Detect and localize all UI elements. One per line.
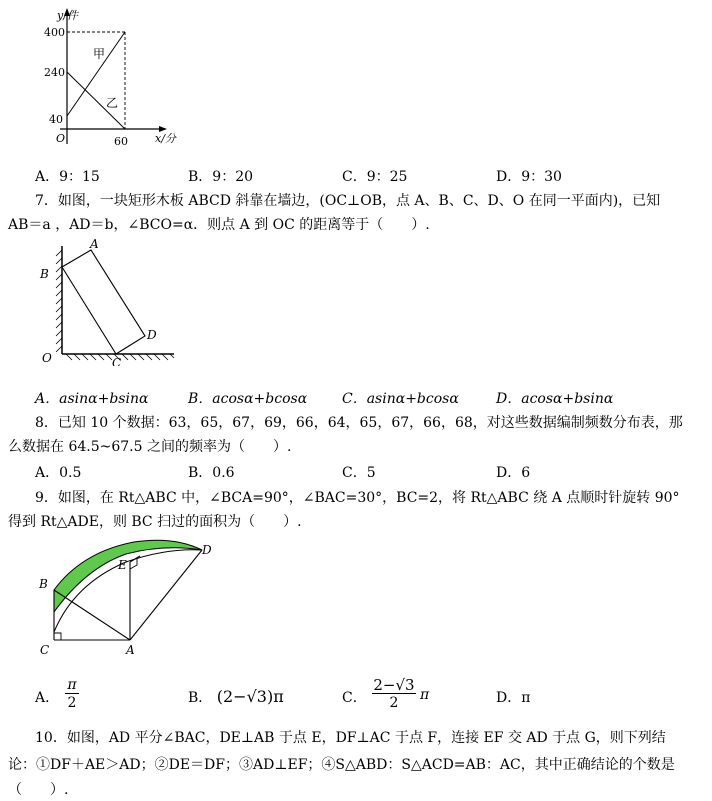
label-o: O — [42, 351, 52, 365]
x-axis-label: x/分 — [155, 132, 176, 145]
q8-option-b: B．0.6 — [188, 465, 235, 481]
q9-option-a-fraction — [65, 677, 79, 712]
q7-option-c: C．asinα+bcosα — [342, 391, 459, 407]
label-a: A — [126, 643, 135, 657]
yi-label: 乙 — [106, 96, 119, 110]
q8-question-line2: 么数据在 64.5~67.5 之间的频率为（ ）. — [8, 439, 292, 455]
q8-option-d: D．6 — [496, 465, 531, 481]
label-d: D — [147, 328, 157, 342]
q8-option-a: A．0.5 — [35, 465, 82, 481]
q9-option-d: D．π — [496, 690, 531, 706]
q9-option-b-expr: (2−√3)π — [216, 687, 284, 706]
q9-question-line2: 得到 Rt△ADE，则 BC 扫过的面积为（ ）. — [8, 514, 302, 530]
label-c: C — [112, 356, 122, 366]
q10-question-line3: （ ）. — [8, 782, 69, 798]
label-e: E — [118, 558, 127, 572]
q10-question-line1: 10．如图，AD 平分∠BAC，DE⊥AB 于点 E，DF⊥AC 于点 F，连接 EF 交 AD 于点 G，则下列结 — [35, 730, 666, 746]
q9-option-c-fraction — [372, 677, 416, 712]
q9-option-a-prefix: A． — [35, 690, 60, 706]
x-tick-60: 60 — [114, 135, 128, 148]
q6-option-c: C．9：25 — [342, 169, 408, 185]
label-b: B — [40, 267, 49, 281]
label-c: C — [40, 643, 50, 657]
q7-option-b: B．acosα+bcosα — [188, 391, 308, 407]
q6-option-a: A．9：15 — [35, 169, 100, 185]
jia-label: 甲 — [93, 47, 106, 61]
q7-question-line1: 7．如图，一块矩形木板 ABCD 斜靠在墙边，(OC⊥OB，点 A、B、C、D、O 在同一平面内)，已知 — [35, 193, 661, 209]
q7-question-line2: AB＝a ，AD＝b，∠BCO=α．则点 A 到 OC 的距离等于（ ）. — [8, 217, 430, 233]
q9-option-c-prefix: C． — [342, 690, 367, 706]
q8-option-c: C．5 — [342, 465, 376, 481]
q9-figure — [34, 532, 224, 662]
y-tick-40: 40 — [49, 113, 63, 126]
board-abcd — [62, 250, 145, 354]
q8-question-line1: 8．已知 10 个数据：63，65，67，69，66，64，65，67，66，68，对这些数据编制频数分布表，那 — [35, 415, 683, 431]
q10-question-line2: 论：①DF＋AE＞AD；②DE＝DF；③AD⊥EF；④S△ABD：S△ACD=AB：AC，其中正确结论的个数是 — [8, 757, 675, 773]
swept-region — [54, 540, 202, 612]
origin-label: O — [56, 132, 66, 145]
label-d: D — [202, 543, 212, 557]
q9-question-line1: 9．如图，在 Rt△ABC 中，∠BCA=90°，∠BAC=30°，BC=2，将 Rt△ABC 绕 A 点顺时针旋转 90° — [35, 490, 680, 506]
q9-option-b-prefix: B． — [188, 690, 213, 706]
y-axis-label: y/件 — [57, 9, 78, 22]
q9-option-c-numerator: 2−√3 — [373, 676, 415, 694]
q7-option-a: A．asinα+bsinα — [35, 391, 149, 407]
label-b: B — [39, 577, 48, 591]
q9-option-a-denominator: 2 — [67, 695, 77, 711]
q7-option-d: D．acosα+bsinα — [496, 391, 614, 407]
q6-figure — [30, 4, 190, 152]
q6-option-d: D．9：30 — [496, 169, 562, 185]
label-a: A — [90, 237, 99, 251]
q9-option-b — [188, 687, 284, 707]
q9-option-c-suffix: π — [420, 687, 430, 703]
q9-option-c-denominator: 2 — [389, 695, 399, 711]
q9-option-a-numerator: π — [65, 677, 79, 694]
y-tick-240: 240 — [44, 66, 65, 79]
y-tick-400: 400 — [44, 26, 65, 39]
q6-option-b: B．9：20 — [188, 169, 254, 185]
q7-figure — [36, 236, 186, 366]
